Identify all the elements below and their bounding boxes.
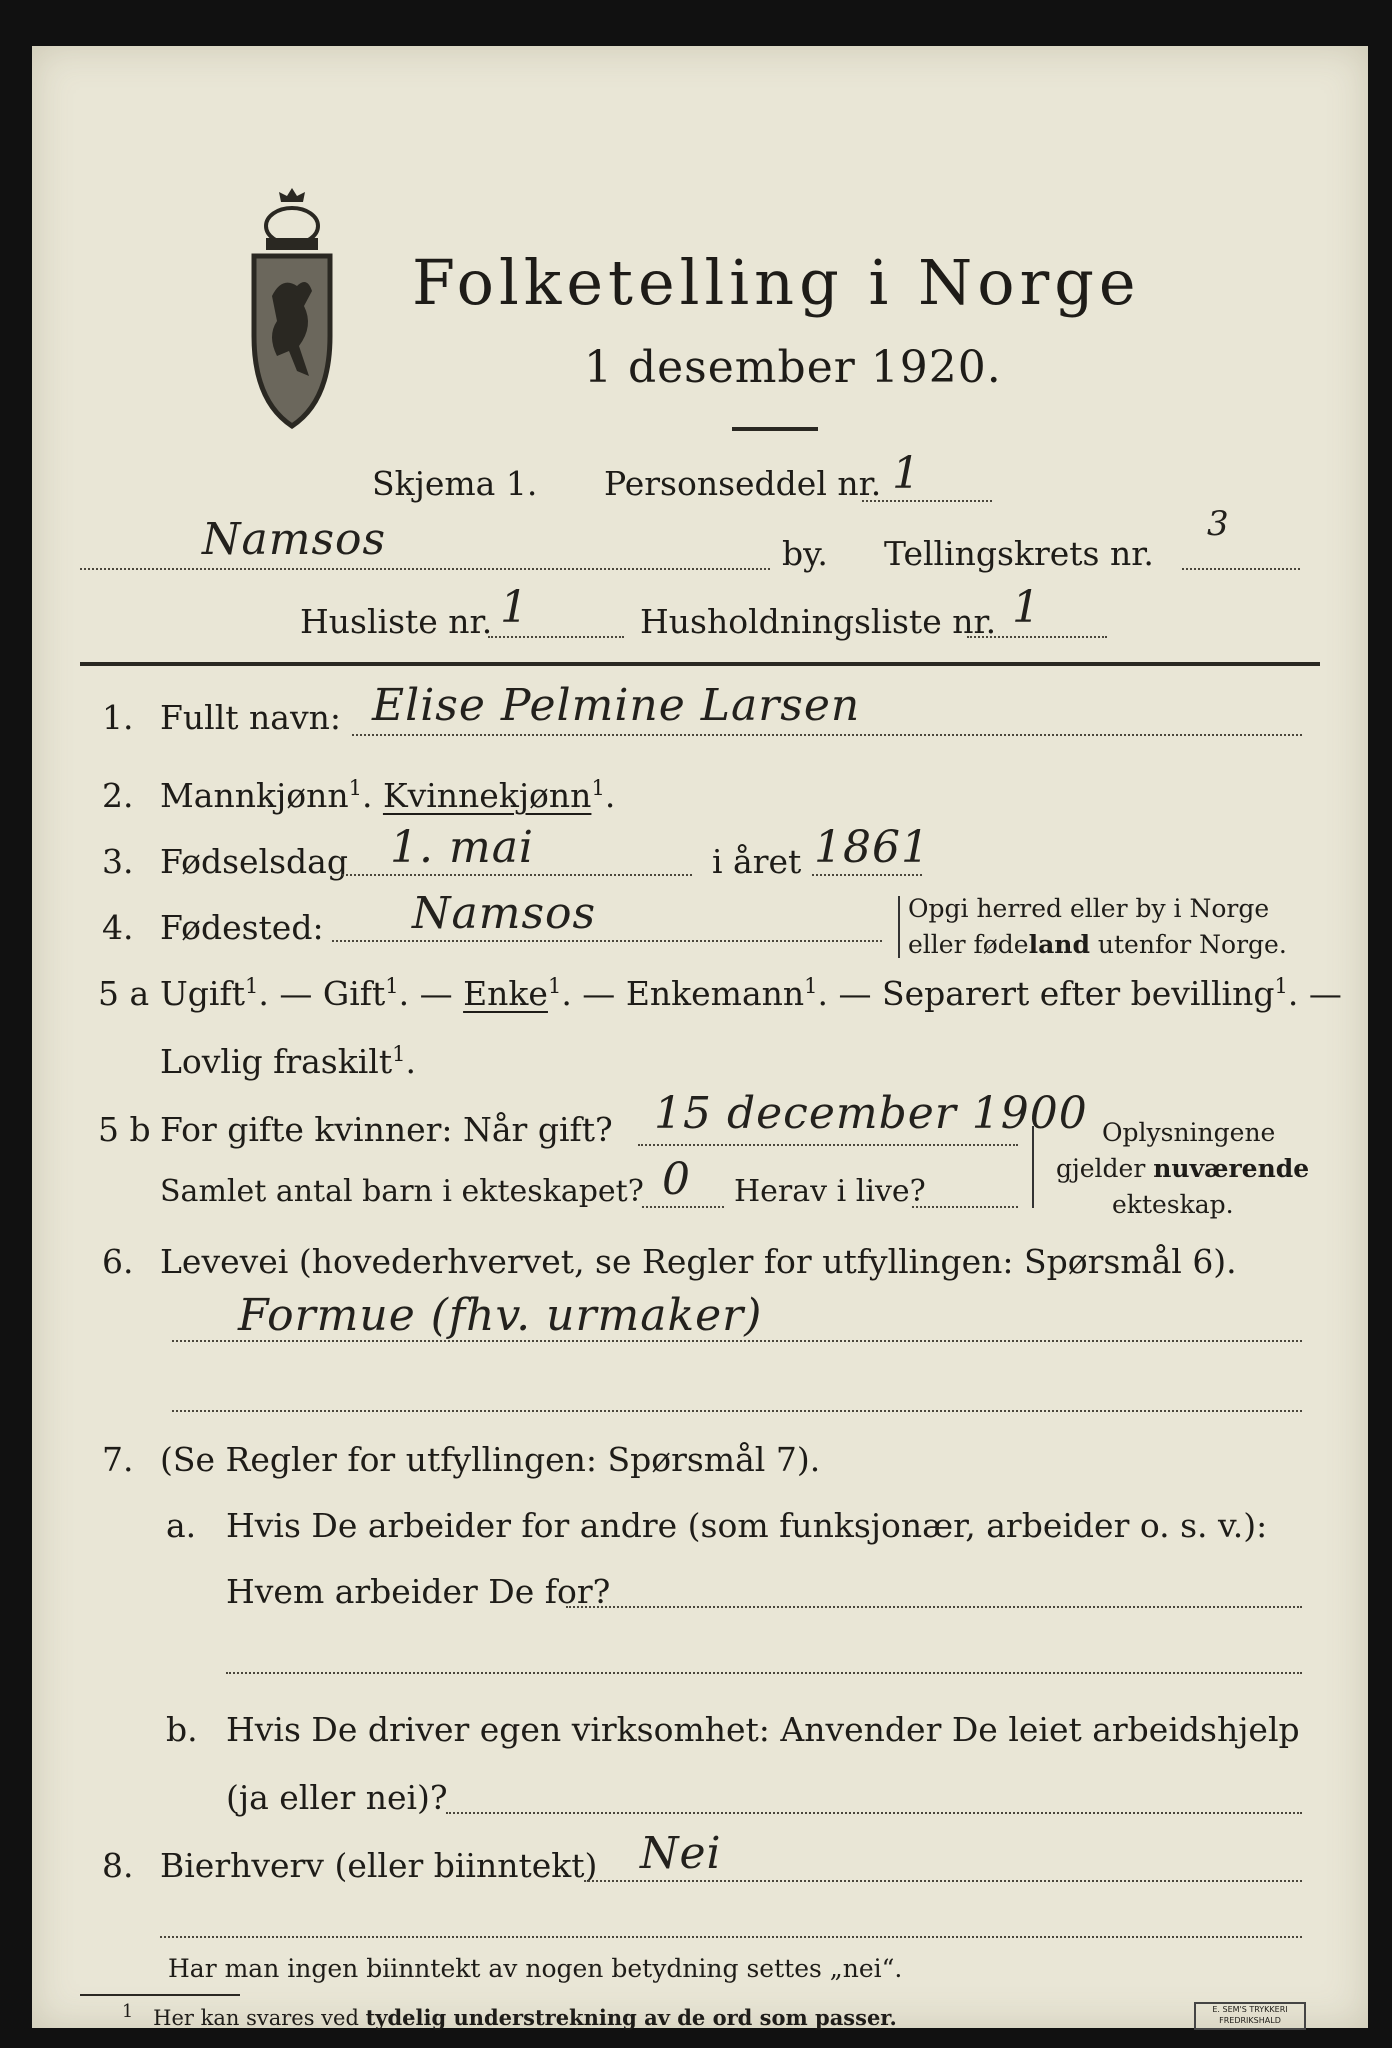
q6-value: Formue (fhv. urmaker)	[238, 1290, 763, 1341]
q5a-number: 5 a	[98, 974, 150, 1013]
footnote-rule	[80, 1994, 240, 1996]
q7a-letter: a.	[166, 1506, 197, 1545]
q7b-line	[446, 1812, 1302, 1814]
personseddel-line	[862, 500, 992, 502]
q5b-live-label: Herav i live?	[734, 1174, 926, 1209]
q5b-barn-label: Samlet antal barn i ekteskapet?	[160, 1174, 644, 1209]
q4-note-1: Opgi herred eller by i Norge	[908, 894, 1270, 923]
q5b-note-2: gjelder nuværende	[1056, 1154, 1310, 1183]
q2-options: Mannkjønn$^1$. Kvinnekjønn$^1$.	[160, 776, 616, 815]
q5b-value: 15 december 1900	[654, 1088, 1088, 1139]
tellingskrets-label: Tellingskrets nr.	[884, 534, 1154, 573]
q3-label: Fødselsdag	[160, 842, 348, 881]
husholdning-value: 1	[1012, 582, 1041, 633]
q7a-text-2: Hvem arbeider De for?	[226, 1572, 611, 1611]
by-label: by.	[782, 534, 828, 573]
q4-value: Namsos	[412, 888, 597, 939]
q8-value: Nei	[640, 1828, 722, 1879]
q5a-fraskilt: Lovlig fraskilt$^1$.	[160, 1042, 416, 1081]
q5b-line	[638, 1144, 1018, 1146]
husliste-label: Husliste nr.	[300, 602, 493, 641]
header-rule	[80, 662, 1320, 666]
q5b-number: 5 b	[98, 1110, 151, 1149]
q8-line-2	[160, 1936, 1302, 1938]
q5b-live-line	[912, 1206, 1018, 1208]
q3-year-label: i året	[712, 842, 802, 881]
printer-stamp: E. SEM'S TRYKKERI FREDRIKSHALD	[1194, 2002, 1306, 2030]
q3-number: 3.	[102, 842, 134, 881]
husholdning-line	[967, 636, 1107, 638]
footnote: $^1$ Her kan svares ved tydelig understrekning av de ord som passer.	[122, 2002, 897, 2030]
q1-label: Fullt navn:	[160, 698, 341, 737]
q7-label: (Se Regler for utfyllingen: Spørsmål 7).	[160, 1440, 821, 1479]
q5b-brace	[1032, 1126, 1034, 1208]
q1-number: 1.	[102, 698, 134, 737]
q8-number: 8.	[102, 1846, 134, 1885]
census-form	[32, 46, 1368, 2028]
husliste-line	[488, 636, 624, 638]
q3-value: 1. mai	[390, 822, 534, 873]
q5b-note-3: ekteskap.	[1112, 1190, 1234, 1219]
q7b-letter: b.	[166, 1710, 198, 1749]
q4-line	[332, 940, 882, 942]
q7a-text: Hvis De arbeider for andre (som funksjonær, arbeider o. s. v.):	[226, 1506, 1268, 1545]
q7-number: 7.	[102, 1440, 134, 1479]
q7a-line-1	[566, 1606, 1302, 1608]
q3-year-value: 1861	[814, 822, 930, 873]
husliste-value: 1	[500, 582, 529, 633]
q2-kvinne: Kvinnekjønn	[382, 776, 592, 815]
form-title: Folketelling i Norge	[412, 246, 1141, 319]
tellingskrets-line	[1182, 568, 1300, 570]
q3-year-line	[812, 874, 922, 876]
q8-line	[584, 1880, 1302, 1882]
q3-line	[342, 874, 692, 876]
q4-number: 4.	[102, 908, 134, 947]
personseddel-label: Personseddel nr.	[604, 464, 882, 503]
tellingskrets-value: 3	[1207, 504, 1230, 544]
q2-number: 2.	[102, 776, 134, 815]
q4-brace	[898, 896, 900, 958]
q1-line	[352, 734, 1302, 736]
q1-value: Elise Pelmine Larsen	[372, 680, 861, 731]
footer-note: Har man ingen biinntekt av nogen betydning settes „nei“.	[168, 1954, 903, 1983]
skjema-label: Skjema 1.	[372, 464, 538, 503]
husholdning-label: Husholdningsliste nr.	[640, 602, 997, 641]
by-line	[80, 568, 770, 570]
q7b-text-2: (ja eller nei)?	[226, 1778, 448, 1817]
q8-label: Bierhverv (eller biinntekt)	[160, 1846, 598, 1885]
q4-label: Fødested:	[160, 908, 324, 947]
q5b-barn-line	[642, 1206, 724, 1208]
q5a-options: Ugift$^1$. — Gift$^1$. — Enke$^1$. — Enkemann$^1$. — Separert efter bevilling$^1$. —	[160, 974, 1342, 1013]
census-date: 1 desember 1920.	[584, 342, 1002, 393]
q2-mann: Mannkjønn	[160, 776, 349, 815]
q6-label: Levevei (hovederhvervet, se Regler for utfyllingen: Spørsmål 6).	[160, 1242, 1237, 1281]
q4-note-2: eller fødeland utenfor Norge.	[908, 930, 1287, 959]
q7a-line-2	[226, 1672, 1302, 1674]
q5b-label: For gifte kvinner: Når gift?	[160, 1110, 613, 1149]
by-value: Namsos	[202, 514, 387, 565]
q5b-barn-value: 0	[662, 1154, 691, 1205]
q7b-text: Hvis De driver egen virksomhet: Anvender De leiet arbeidshjelp	[226, 1710, 1300, 1749]
q6-line-2	[172, 1410, 1302, 1412]
q6-number: 6.	[102, 1242, 134, 1281]
q5b-note-1: Oplysningene	[1102, 1118, 1276, 1147]
title-divider	[732, 427, 818, 431]
personseddel-value: 1	[892, 448, 921, 499]
coat-of-arms-icon	[242, 186, 352, 436]
